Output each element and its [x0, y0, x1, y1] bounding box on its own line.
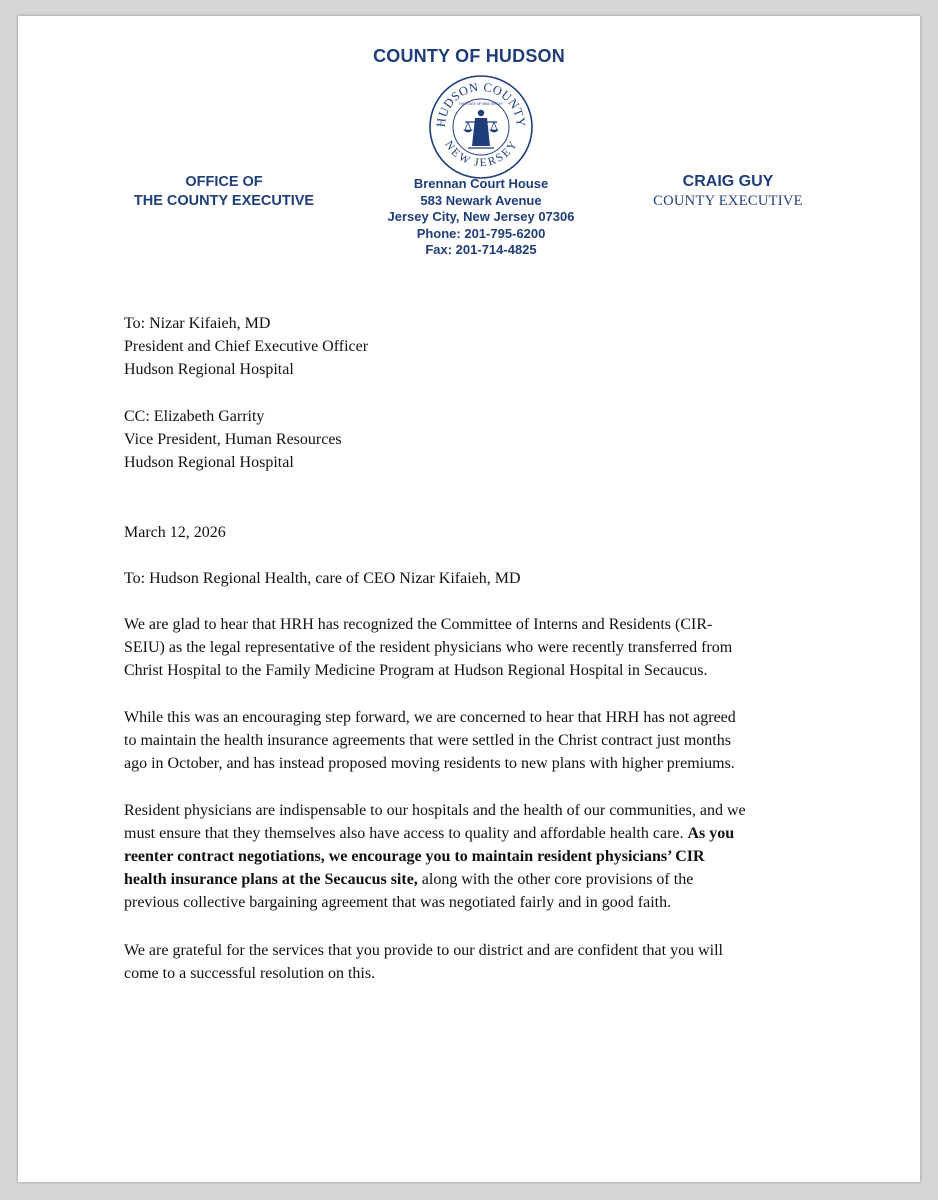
paragraph-line: to maintain the health insurance agreements that were settled in the Christ contract just months: [124, 732, 731, 749]
recipient-line: Hudson Regional Hospital: [124, 361, 294, 378]
cc-line: Hudson Regional Hospital: [124, 454, 294, 471]
cc-line: CC: Elizabeth Garrity: [124, 408, 265, 425]
office-of-county-executive: [114, 173, 334, 211]
recipient-block: [124, 312, 804, 381]
seal-ring-bottom: NEW JERSEY: [442, 138, 520, 170]
office-line: OFFICE OF: [185, 174, 263, 190]
paragraph-text: along with the other core provisions of the: [421, 871, 694, 888]
recipient-line: To: Nizar Kifaieh, MD: [124, 315, 271, 332]
justice-figure-icon: [464, 110, 498, 148]
seal-inner-text: THE STATE OF NEW JERSEY: [459, 102, 503, 106]
address-fax: Fax: 201-714-4825: [425, 242, 537, 257]
recipient-line: President and Chief Executive Officer: [124, 338, 369, 355]
cc-line: Vice President, Human Resources: [124, 431, 342, 448]
address-building: Brennan Court House: [413, 176, 549, 191]
address-city: Jersey City, New Jersey 07306: [387, 209, 575, 224]
letter-date: March 12, 2026: [124, 524, 226, 541]
salutation: To: Hudson Regional Health, care of CEO Nizar Kifaieh, MD: [124, 570, 521, 587]
paragraph-line: Resident physicians are indispensable to our hospitals and the health of our communities, and we: [124, 802, 746, 819]
paragraph-line: We are grateful for the services that you provide to our district and are confident that you will: [124, 942, 723, 959]
executive-name: CRAIG GUY: [682, 173, 774, 190]
county-seal: [428, 74, 534, 180]
seal-ring-top: HUDSON COUNTY: [433, 79, 529, 128]
paragraph-line: [124, 845, 804, 868]
executive-title: COUNTY EXECUTIVE: [653, 193, 803, 209]
courthouse-address: [366, 176, 596, 259]
county-executive-block: [638, 172, 818, 210]
office-line: THE COUNTY EXECUTIVE: [133, 193, 315, 209]
paragraph-line: [124, 822, 804, 845]
address-street: 583 Newark Avenue: [420, 192, 542, 208]
paragraph-line: Christ Hospital to the Family Medicine Program at Hudson Regional Hospital in Secaucus.: [124, 662, 708, 679]
paragraph-4: [124, 939, 804, 985]
cc-block: [124, 405, 804, 474]
paragraph-line: While this was an encouraging step forward, we are concerned to hear that HRH has not agreed: [124, 709, 736, 726]
paragraph-1: [124, 613, 804, 682]
letter-page: [18, 16, 920, 1182]
paragraph-emphasis: health insurance plans at the Secaucus site,: [124, 871, 418, 888]
paragraph-text: must ensure that they themselves also have access to quality and affordable health care.: [124, 825, 684, 842]
county-title: COUNTY OF HUDSON: [373, 46, 565, 66]
paragraph-line: ago in October, and has instead proposed moving residents to new plans with higher premiums.: [124, 755, 735, 772]
paragraph-2: [124, 706, 804, 775]
paragraph-line: come to a successful resolution on this.: [124, 965, 376, 982]
paragraph-3: [124, 799, 804, 914]
paragraph-line: We are glad to hear that HRH has recognized the Committee of Interns and Residents (CIR-: [124, 616, 713, 633]
paragraph-line: SEIU) as the legal representative of the resident physicians who were recently transferred from: [124, 639, 733, 656]
address-phone: Phone: 201-795-6200: [416, 225, 546, 241]
paragraph-line: [124, 868, 804, 891]
paragraph-line: previous collective bargaining agreement that was negotiated fairly and in good faith.: [124, 894, 672, 911]
paragraph-emphasis: reenter contract negotiations, we encourage you to maintain resident physicians’ CIR: [124, 848, 705, 865]
paragraph-emphasis: As you: [687, 825, 735, 842]
